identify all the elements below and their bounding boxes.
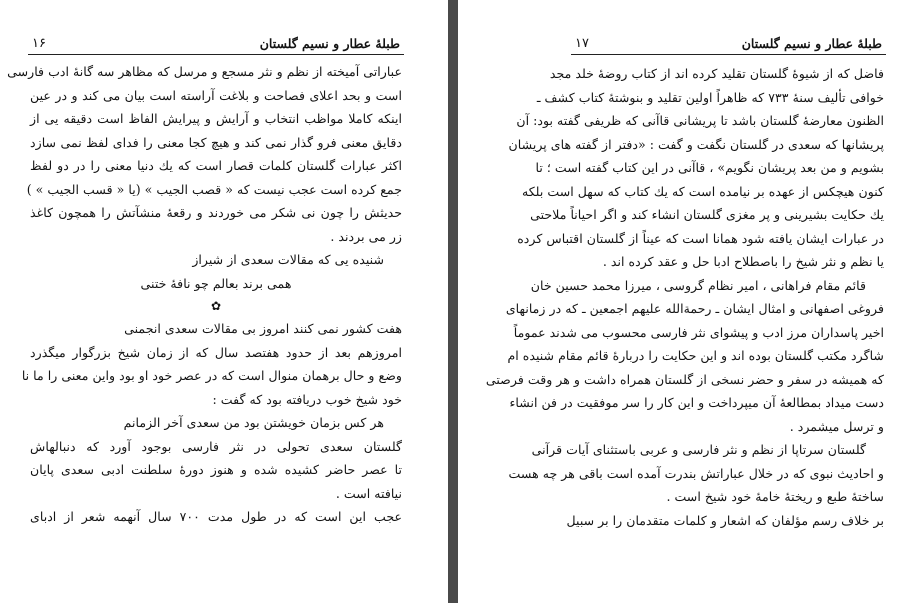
- text-line: اینکه کاملا مواظب انتخاب و آرایش و پیرایش الفاظ است دقیقه یی از: [30, 111, 402, 126]
- text-line: حدیثش را چون نی شکر می خوردند و رقعهٔ منشآتش را همچون کاغذ: [30, 205, 402, 220]
- text-line: دست میداد بمطالعهٔ آن میپرداخت و این کار را سر موفقیت در فن انشاء: [509, 395, 884, 410]
- text-line: که همیشه در سفر و حضر نسخی از گلستان همراه داشت و هر وقت فرصتی: [485, 371, 884, 387]
- verse-line: هر کس بزمان خویشتن بود من سعدی آخر الزمانم: [123, 415, 384, 430]
- text-line: ساختهٔ طبع و ریختهٔ خامهٔ خود شیخ است .: [666, 489, 884, 504]
- text-line: و احادیث نبوی که در خلال عباراتش بندرت آمده است باقی هر چه هست: [508, 465, 884, 481]
- left-page-body: [7, 60, 402, 529]
- text-line: در عبارات ایشان یافته شود همانا است که عیناً از گلستان اقتباس کرده: [517, 230, 884, 246]
- text-line: امروزهم بعد از حدود هفتصد سال که از زمان شیخ بزرگوار میگذرد: [30, 344, 402, 360]
- text-line: است و بحد اعلای فصاحت و بلاغت آراسته است بیان می کند و در عین: [30, 87, 402, 103]
- text-line: یا نظم و نثر شیخ را باصطلاح ادبا حل و عقد کرده اند .: [602, 254, 884, 269]
- text-line: گلستان سرتاپا از نظم و نثر فارسی و عربی باستثنای آیات قرآنی: [531, 442, 866, 457]
- page-number: ۱۷: [575, 36, 589, 51]
- text-line: فاضل که از شیوهٔ گلستان تقلید کرده اند از کتاب روضهٔ خلد مجد: [549, 66, 884, 81]
- text-line: اکثر عبارات گلستان کلمات قصار است که یك دنیا معنی را در دو لفظ: [30, 158, 402, 173]
- text-line: اخیر پاسداران مرز ادب و پیشوای نثر فارسی محسوب می شدند عموماً: [513, 324, 884, 340]
- right-page: [458, 0, 917, 603]
- text-line: الظنون معارضهٔ گلستان باشد تا پریشانی قاآنی که ظریفی گفته بود: آن: [516, 113, 884, 128]
- right-page-header: [571, 36, 886, 55]
- text-line: گلستان سعدی تحولی در نثر فارسی بوجود آورد که دنبالهاش: [30, 438, 402, 454]
- left-page-header: [28, 36, 404, 55]
- verse-line: شنیده یی که مقالات سعدی از شیراز: [192, 252, 384, 267]
- verse-line: همی برند بعالم چو نافهٔ ختنی: [140, 275, 292, 291]
- text-line: زر می بردند .: [330, 228, 402, 244]
- text-line: خوافی تألیف سنهٔ ۷۳۳ که ظاهراً اولین تقلید و بنوشتهٔ کتاب کشف ـ: [536, 89, 884, 105]
- text-line: عباراتی آمیخته از نظم و نثر مسجع و مرسل که مظاهر سه گانهٔ ادب فارسی: [7, 64, 402, 79]
- text-line: قائم مقام فراهانی ، امیر نظام گروسی ، میرزا محمد حسین خان: [530, 277, 866, 293]
- right-page-body: [485, 62, 884, 532]
- text-line: شاگرد مکتب گلستان بوده اند و این حکایت را دربارهٔ قائم مقام شنیده ام: [507, 348, 884, 363]
- text-line: عجب این است که در طول مدت ۷۰۰ سال آنهمه شعر از ادبای: [30, 509, 402, 524]
- text-line: نیافته است .: [335, 485, 402, 501]
- text-line: دقایق معنی فرو گذار نمی کند و هیچ کجا معنی را فدای لفظ نمی سازد: [30, 134, 402, 150]
- book-gutter: [448, 0, 458, 603]
- text-line: تا عصر حاضر کشیده شده و هنوز دورهٔ سلطنت ادبی سعدی پایان: [30, 462, 402, 477]
- left-page: [0, 0, 448, 603]
- text-line: کنون هیچکس از عهده بر نیامده است که یك کتاب که سهل است بلکه: [521, 183, 884, 199]
- text-line: بر خلاف رسم مؤلفان که اشعار و کلمات متقدمان را بر سبیل: [566, 512, 884, 528]
- verse-line: هفت کشور نمی کنند امروز بی مقالات سعدی انجمنی: [124, 321, 402, 336]
- ornament-star: ✿: [210, 299, 222, 313]
- running-title: طبلهٔ عطار و نسیم گلستان: [741, 36, 882, 51]
- text-line: پریشانها که سعدی در گلستان نگفت و گفت : «دفتر از گفته های پریشان: [508, 136, 884, 152]
- text-line: خود شیخ خوب دریافته بود که گفت :: [212, 391, 402, 407]
- text-line: و ترسل میشمرد .: [789, 418, 884, 434]
- text-line: وضع و حال برهمان منوال است که در عصر خود او بود واین معنی را ما نا: [21, 368, 402, 383]
- text-line: یك حکایت بشیرینی و پر مغزی گلستان انشاء کند و اگر احیاناً ملاحتی: [530, 207, 884, 222]
- running-title: طبلهٔ عطار و نسیم گلستان: [259, 36, 400, 51]
- text-line: جمع کرده است عجب نیست که « قصب الجیب » (یا « قسب الجیب » ): [26, 181, 402, 197]
- page-number: ۱۶: [32, 36, 46, 51]
- text-line: بشویم و من بعد پریشان نگویم» ، قاآنی در این کتاب گفته است ؛ تا: [535, 160, 884, 175]
- text-line: فروغی اصفهانی و امثال ایشان ـ رحمةالله علیهم اجمعین ـ که در زمانهای: [505, 301, 884, 316]
